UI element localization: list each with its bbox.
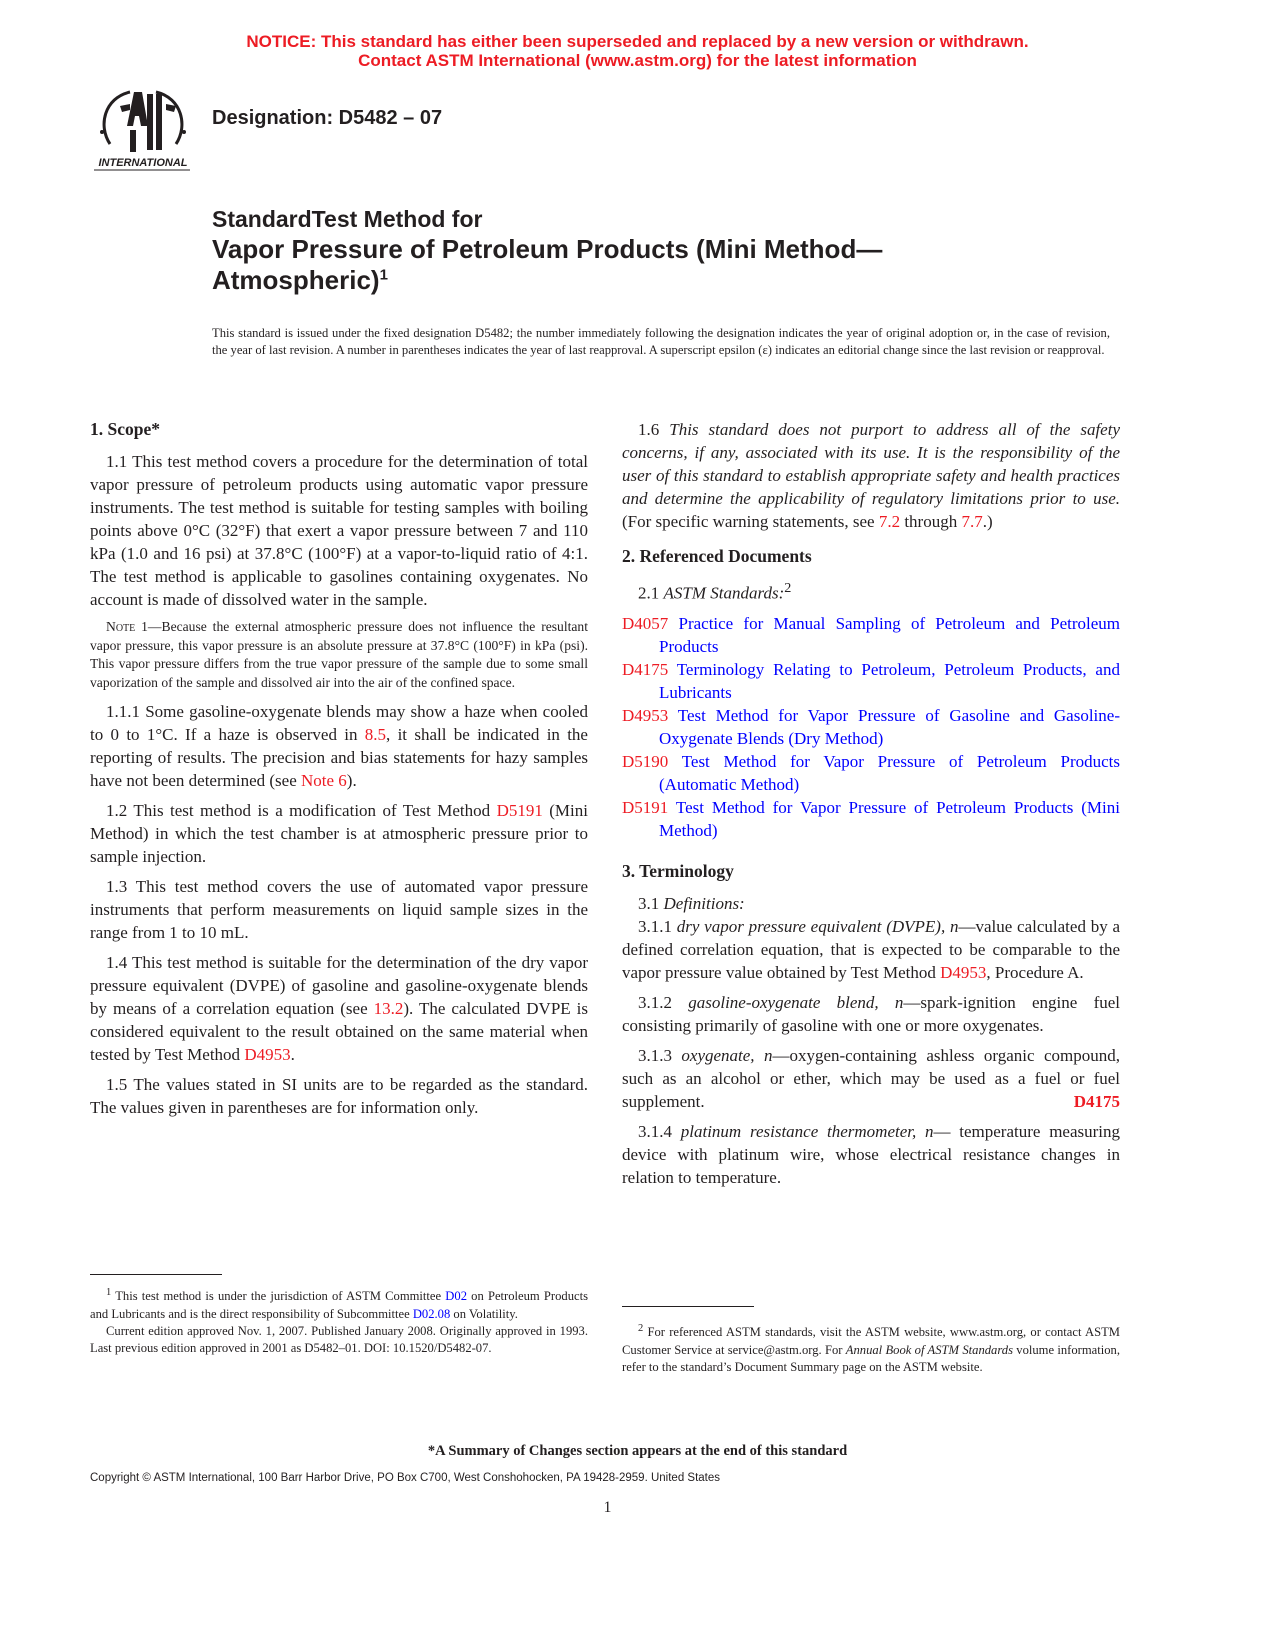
- logo-wordmark: INTERNATIONAL: [98, 157, 188, 169]
- para-1-4: 1.4 This test method is suitable for the determination of the dry vapor pressure equivalent (DVPE) of gasoline and gasoline-oxygenate blends by means of a correlation equation (see 13.2). The calculated DVPE is considered equivalent to the result obtained on the same material when tested by Test Method D4953.: [90, 953, 588, 1064]
- para-1-1: 1.1 This test method covers a procedure for the determination of total vapor pressure of petroleum products using automatic vapor pressure instruments. The test method is suitable for testing samples with boiling points above 0°C (32°F) that exert a vapor pressure between 7 and 110 kPa (1.0 and 16 psi) at 37.8°C (100°F) at a vapor-to-liquid ratio of 4:1. The test method is applicable to gasolines containing oxygenates. No account is made of dissolved water in the sample.: [90, 452, 588, 609]
- para-1-5: 1.5 The values stated in SI units are to be regarded as the standard. The values given in parentheses are for information only.: [90, 1075, 588, 1117]
- reference-item[interactable]: D4175 Terminology Relating to Petroleum, Petroleum Products, and Lubricants: [622, 659, 1120, 702]
- astm-logo: [90, 86, 196, 176]
- title-line-2: Vapor Pressure of Petroleum Products (Mini Method—: [212, 234, 883, 264]
- link-d02[interactable]: D02: [445, 1289, 467, 1304]
- reference-item[interactable]: D5191 Test Method for Vapor Pressure of Petroleum Products (Mini Method): [622, 797, 1120, 840]
- reference-item[interactable]: D4057 Practice for Manual Sampling of Petroleum and Petroleum Products: [622, 613, 1121, 656]
- link-d5191[interactable]: D5191: [496, 801, 543, 820]
- para-1-2: 1.2 This test method is a modification of Test Method D5191 (Mini Method) in which the test chamber is at atmospheric pressure prior to sample injection.: [90, 801, 588, 866]
- title-line-3: Atmospheric)$^1$: [212, 265, 388, 295]
- link-d4953[interactable]: D4953: [244, 1045, 291, 1064]
- right-column: [622, 418, 1120, 1196]
- section-3-heading: 3. Terminology: [622, 860, 734, 881]
- note-1: Note 1—Because the external atmospheric pressure does not influence the resultant vapor pressure, this vapor pressure is an absolute pressure at 37.8°C (100°F) in kPa (psi). This vapor pressure differs from the true vapor pressure of the sample due to some small vaporization of the sample and dissolved air into the air of the confined space.: [90, 619, 588, 690]
- definitions-heading: 3.1 Definitions:: [638, 893, 745, 913]
- notice-line-2: Contact ASTM International (www.astm.org) for the latest information: [358, 51, 917, 70]
- term-3-1-2: 3.1.2 gasoline-oxygenate blend, n—spark-ignition engine fuel consisting primarily of gasoline with one or more oxygenates.: [622, 992, 1120, 1035]
- section-2-heading: 2. Referenced Documents: [622, 546, 812, 566]
- reference-item[interactable]: D4953 Test Method for Vapor Pressure of Gasoline and Gasoline-Oxygenate Blends (Dry Method): [622, 705, 1120, 748]
- supersession-notice: [0, 32, 1275, 70]
- section-1-heading: 1. Scope*: [90, 419, 160, 439]
- para-1-1-1: 1.1.1 Some gasoline-oxygenate blends may show a haze when cooled to 0 to 1°C. If a haze is observed in 8.5, it shall be indicated in the reporting of results. The precision and bias statements for hazy samples have not been determined (see Note 6).: [90, 702, 588, 790]
- link-13-2[interactable]: 13.2: [373, 999, 404, 1018]
- title-footnote-mark: 1: [379, 266, 388, 284]
- summary-of-changes-note: *A Summary of Changes section appears at the end of this standard: [427, 1443, 848, 1459]
- footnote-1-rule: [90, 1274, 222, 1275]
- page-number: 1: [603, 1499, 612, 1516]
- footnote-1-edition: Current edition approved Nov. 1, 2007. Published January 2008. Originally approved in 1993. Last previous edition approved in 2001 as D5482–01. DOI: 10.1520/D5482-07.: [90, 1324, 588, 1356]
- title-line-1: StandardTest Method for: [212, 206, 483, 232]
- link-7-2[interactable]: 7.2: [878, 512, 901, 531]
- copyright-line: Copyright © ASTM International, 100 Barr Harbor Drive, PO Box C700, West Conshohocken, PA 19428-2959. United States: [90, 1472, 721, 1484]
- term-3-1-3: 3.1.3 oxygenate, n—oxygen-containing ashless organic compound, such as an alcohol or ether, which may be used as a fuel or fuel supplement. D4175: [622, 1045, 1120, 1111]
- footnote-1: [90, 1284, 588, 1358]
- footnote-2-text: $^2$ For referenced ASTM standards, visit the ASTM website, www.astm.org, or contact ASTM Customer Service at service@astm.org. For Annual Book of ASTM Standards volume information, refer to the standard’s Document Summary page on the ASTM website.: [622, 1323, 1120, 1374]
- footnote-2: [622, 1320, 1120, 1376]
- notice-line-1: NOTICE: This standard has either been superseded and replaced by a new version or withdrawn.: [246, 32, 1029, 51]
- reference-item[interactable]: D5190 Test Method for Vapor Pressure of Petroleum Products (Automatic Method): [622, 751, 1120, 794]
- link-note-6[interactable]: Note 6: [301, 771, 347, 790]
- para-1-3: 1.3 This test method covers the use of automated vapor pressure instruments that perform measurements on liquid sample sizes in the range from 1 to 10 mL.: [90, 877, 588, 942]
- link-d4953-term[interactable]: D4953: [940, 962, 987, 982]
- note-1-label: Note 1: [106, 619, 148, 634]
- source-tag-d4175[interactable]: D4175: [1073, 1091, 1120, 1111]
- footnote-2-rule: [622, 1306, 754, 1307]
- link-d02-08[interactable]: D02.08: [412, 1306, 451, 1321]
- document-title: [212, 204, 1112, 296]
- link-8-5[interactable]: 8.5: [364, 725, 387, 744]
- astm-standards-heading: 2.1 ASTM Standards:$^2$: [638, 580, 792, 603]
- footnote-1-text: $^1$ This test method is under the jurisdiction of ASTM Committee D02 on Petroleum Products and Lubricants and is the direct responsibility of Subcommittee D02.08 on Volatility.: [90, 1287, 588, 1321]
- term-3-1-1: 3.1.1 dry vapor pressure equivalent (DVPE), n—value calculated by a defined correlation equation, that is expected to be comparable to the vapor pressure value obtained by Test Method D4953, Procedure A.: [622, 916, 1121, 982]
- link-7-7[interactable]: 7.7: [961, 512, 983, 531]
- issuance-statement: This standard is issued under the fixed designation D5482; the number immediately following the designation indicates the year of original adoption or, in the case of revision, the year of last revision. A number in parentheses indicates the year of last reapproval. A superscript epsilon (ε) indicates an editorial change since the last revision or reapproval.: [212, 326, 1110, 358]
- reference-list: [622, 612, 1120, 842]
- para-1-6: 1.6 This standard does not purport to address all of the safety concerns, if any, associated with its use. It is the responsibility of the user of this standard to establish appropriate safety and health practices and determine the applicability of regulatory limitations prior to use. (For specific warning statements, see 7.2 through 7.7.): [622, 420, 1120, 531]
- left-column: [90, 418, 588, 1126]
- designation: Designation: D5482 – 07: [212, 107, 443, 129]
- term-3-1-4: 3.1.4 platinum resistance thermometer, n— temperature measuring device with platinum wire, whose electrical resistance changes in relation to temperature.: [622, 1121, 1121, 1187]
